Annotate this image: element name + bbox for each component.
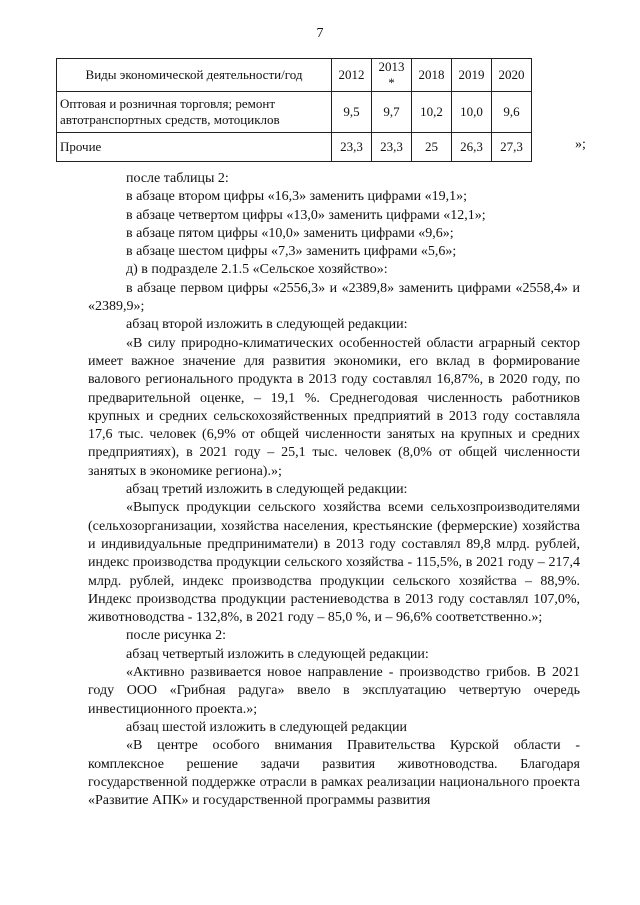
paragraph: «В силу природно-климатических особенностей области аграрный сектор имеет важное значение для развития экономики, его вклад в формирование валового регионального продукта в 2013 году составлял 16,87%, в 2020 году, по предварительной оценке, – 19,1 %. Среднегодовая численность работников крупных и средних сельскохозяйственных предприятий в 2013 году составляла 17,6 тыс. человек (6,9% от общей численности занятых на крупных и средних предприятиях), в 2021 году – 25,1 тыс. человек (8,0% от общей численности занятых в экономике региона).»;	[88, 335, 580, 479]
column-header-year: 2020	[492, 59, 532, 92]
table-row	[57, 92, 532, 133]
table-closing-mark: »;	[575, 137, 586, 152]
paragraph: после таблицы 2:	[126, 171, 229, 186]
table-cell: 10,2	[412, 92, 452, 133]
economic-activity-table	[56, 58, 532, 162]
paragraph: абзац второй изложить в следующей редакции:	[126, 317, 408, 333]
table-cell: 27,3	[492, 133, 532, 162]
column-header-activity: Виды экономической деятельности/год	[57, 59, 332, 92]
amendment-text	[88, 170, 580, 810]
table-row	[57, 133, 532, 162]
paragraph: в абзаце четвертом цифры «13,0» заменить цифрами «12,1»;	[126, 207, 486, 223]
table-cell: 9,6	[492, 92, 532, 133]
paragraph: в абзаце пятом цифры «10,0» заменить цифрами «9,6»;	[126, 225, 454, 241]
column-header-year: 2012	[332, 59, 372, 92]
paragraph: «В центре особого внимания Правительства Курской области - комплексное решение задачи развития животноводства. Благодаря государственной поддержке отрасли в рамках реализации национального проекта «Развитие АПК» и государственной программы развития	[88, 738, 580, 809]
column-header-year: 2019	[452, 59, 492, 92]
column-header-year: 2018	[412, 59, 452, 92]
paragraph: абзац четвертый изложить в следующей редакции:	[126, 646, 429, 662]
paragraph: абзац третий изложить в следующей редакции:	[126, 482, 408, 498]
paragraph: в абзаце первом цифры «2556,3» и «2389,8» заменить цифрами «2558,4» и «2389,9»;	[88, 280, 580, 315]
table-cell: 25	[412, 133, 452, 162]
row-label: Прочие	[57, 133, 332, 162]
paragraph: в абзаце втором цифры «16,3» заменить цифрами «19,1»;	[126, 189, 467, 205]
paragraph: в абзаце шестом цифры «7,3» заменить цифрами «5,6»;	[126, 244, 457, 260]
paragraph: абзац шестой изложить в следующей редакции	[126, 719, 407, 735]
paragraph: д) в подразделе 2.1.5 «Сельское хозяйство»:	[126, 262, 388, 278]
paragraph: «Активно развивается новое направление - производство грибов. В 2021 году ООО «Грибная радуга» ввело в эксплуатацию четвертую очередь инвестиционного проекта.»;	[88, 665, 580, 717]
column-header-year: 2013 *	[372, 59, 412, 92]
page-number: 7	[316, 26, 324, 41]
table-cell: 9,5	[332, 92, 372, 133]
table-header-row	[57, 59, 532, 92]
table-cell: 10,0	[452, 92, 492, 133]
table-cell: 26,3	[452, 133, 492, 162]
paragraph: «Выпуск продукции сельского хозяйства всеми сельхозпроизводителями (сельхозорганизации, хозяйства населения, крестьянские (фермерские) хозяйства и индивидуальные предприниматели) в 2013 году составлял 89,8 млрд. рублей, индекс производства продукции сельского хозяйства - 115,5%, в 2021 году – 217,4 млрд. рублей, индекс производства продукции сельского хозяйства – 88,9%. Индекс производства продукции растениеводства в 2013 году составлял 107,0%, животноводства - 132,8%, в 2021 году – 85,0 %, и – 96,6% соответственно.»;	[88, 500, 580, 626]
row-label: Оптовая и розничная торговля; ремонт автотранспортных средств, мотоциклов	[57, 92, 332, 133]
table-cell: 23,3	[372, 133, 412, 162]
paragraph: после рисунка 2:	[126, 628, 226, 644]
table-cell: 9,7	[372, 92, 412, 133]
table-cell: 23,3	[332, 133, 372, 162]
